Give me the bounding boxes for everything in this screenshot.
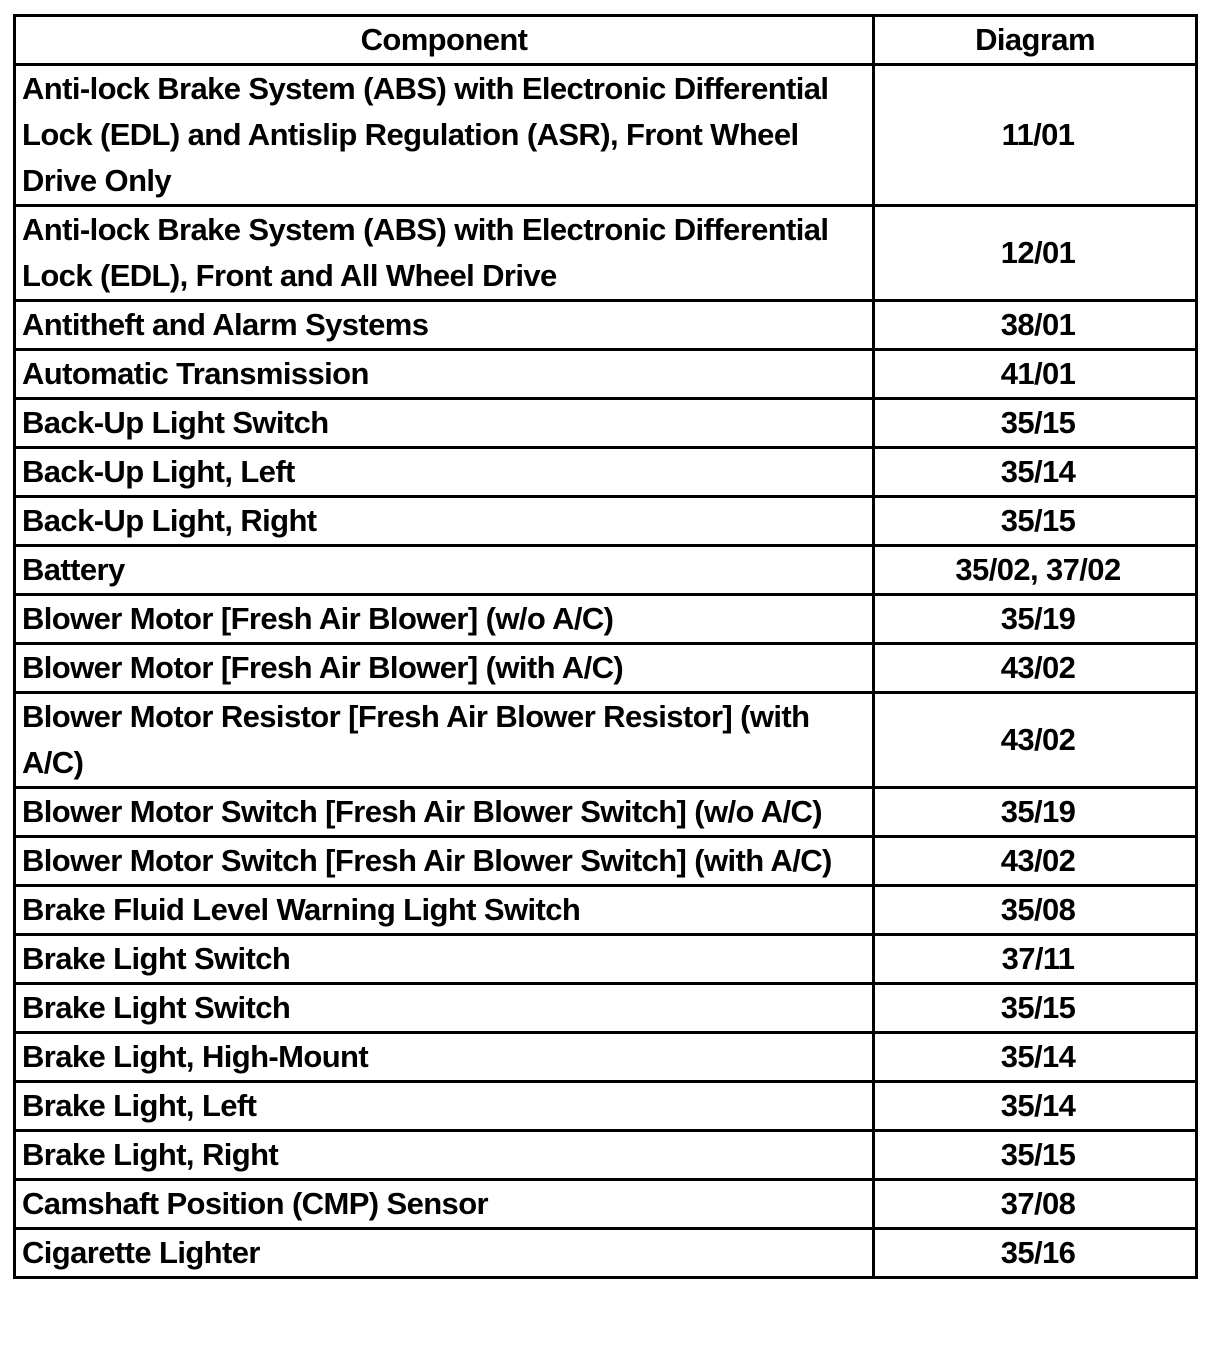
header-component: Component	[15, 16, 874, 65]
component-cell: Back-Up Light Switch	[15, 399, 874, 448]
diagram-cell: 37/11	[874, 935, 1197, 984]
component-cell: Anti-lock Brake System (ABS) with Electronic Differential Lock (EDL) and Antislip Regulation (ASR), Front Wheel Drive Only	[15, 65, 874, 206]
component-cell: Battery	[15, 546, 874, 595]
table-row	[15, 935, 1197, 984]
table-row	[15, 788, 1197, 837]
diagram-cell: 35/15	[874, 1131, 1197, 1180]
component-cell: Back-Up Light, Right	[15, 497, 874, 546]
table-body	[15, 65, 1197, 1278]
diagram-cell: 35/08	[874, 886, 1197, 935]
table-row	[15, 546, 1197, 595]
component-index-sheet	[13, 14, 1195, 1279]
component-cell: Antitheft and Alarm Systems	[15, 301, 874, 350]
component-cell: Brake Light Switch	[15, 984, 874, 1033]
table-row	[15, 1229, 1197, 1278]
table-row	[15, 886, 1197, 935]
table-row	[15, 837, 1197, 886]
table-row	[15, 1082, 1197, 1131]
diagram-cell: 35/15	[874, 497, 1197, 546]
diagram-cell: 12/01	[874, 206, 1197, 301]
component-cell: Anti-lock Brake System (ABS) with Electronic Differential Lock (EDL), Front and All Wheel Drive	[15, 206, 874, 301]
component-cell: Blower Motor [Fresh Air Blower] (w/o A/C)	[15, 595, 874, 644]
component-cell: Brake Light, Right	[15, 1131, 874, 1180]
header-diagram: Diagram	[874, 16, 1197, 65]
component-cell: Blower Motor Switch [Fresh Air Blower Switch] (w/o A/C)	[15, 788, 874, 837]
diagram-cell: 43/02	[874, 837, 1197, 886]
diagram-cell: 35/15	[874, 399, 1197, 448]
component-cell: Cigarette Lighter	[15, 1229, 874, 1278]
table-row	[15, 350, 1197, 399]
table-row	[15, 984, 1197, 1033]
diagram-cell: 35/16	[874, 1229, 1197, 1278]
component-cell: Blower Motor [Fresh Air Blower] (with A/C)	[15, 644, 874, 693]
diagram-cell: 35/02, 37/02	[874, 546, 1197, 595]
table-row	[15, 399, 1197, 448]
table-row	[15, 301, 1197, 350]
diagram-cell: 43/02	[874, 644, 1197, 693]
component-cell: Brake Light Switch	[15, 935, 874, 984]
diagram-cell: 35/14	[874, 1082, 1197, 1131]
component-cell: Camshaft Position (CMP) Sensor	[15, 1180, 874, 1229]
table-header	[15, 16, 1197, 65]
diagram-cell: 37/08	[874, 1180, 1197, 1229]
component-diagram-table	[13, 14, 1198, 1279]
table-row	[15, 497, 1197, 546]
diagram-cell: 35/15	[874, 984, 1197, 1033]
component-cell: Blower Motor Resistor [Fresh Air Blower Resistor] (with A/C)	[15, 693, 874, 788]
table-row	[15, 206, 1197, 301]
table-row	[15, 65, 1197, 206]
table-row	[15, 1180, 1197, 1229]
table-row	[15, 1033, 1197, 1082]
diagram-cell: 11/01	[874, 65, 1197, 206]
table-row	[15, 448, 1197, 497]
component-cell: Automatic Transmission	[15, 350, 874, 399]
component-cell: Blower Motor Switch [Fresh Air Blower Switch] (with A/C)	[15, 837, 874, 886]
table-row	[15, 1131, 1197, 1180]
component-cell: Brake Fluid Level Warning Light Switch	[15, 886, 874, 935]
table-row	[15, 644, 1197, 693]
table-row	[15, 595, 1197, 644]
component-cell: Brake Light, High-Mount	[15, 1033, 874, 1082]
header-row	[15, 16, 1197, 65]
diagram-cell: 38/01	[874, 301, 1197, 350]
diagram-cell: 35/19	[874, 788, 1197, 837]
diagram-cell: 43/02	[874, 693, 1197, 788]
diagram-cell: 35/14	[874, 448, 1197, 497]
diagram-cell: 41/01	[874, 350, 1197, 399]
component-cell: Brake Light, Left	[15, 1082, 874, 1131]
diagram-cell: 35/14	[874, 1033, 1197, 1082]
component-cell: Back-Up Light, Left	[15, 448, 874, 497]
table-row	[15, 693, 1197, 788]
diagram-cell: 35/19	[874, 595, 1197, 644]
